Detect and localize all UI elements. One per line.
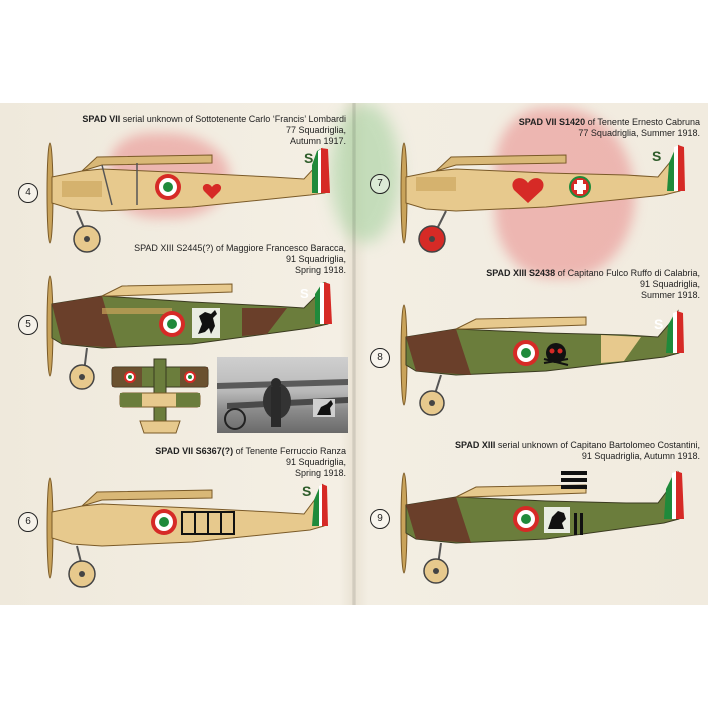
profile-number-9: 9 — [370, 509, 390, 529]
caption-4-unit: 77 Squadriglia, — [285, 125, 346, 135]
savoy-crest-icon — [570, 177, 590, 197]
caption-5-date: Spring 1918. — [294, 265, 346, 275]
historic-photograph — [217, 357, 348, 433]
caption-5-unit: 91 Squadriglia, — [285, 254, 346, 264]
profile-number-6: 6 — [18, 512, 38, 532]
aircraft-profile-8 — [396, 297, 696, 422]
photograph-aircraft-with-pilot — [217, 357, 348, 433]
caption-4-type: SPAD VII — [82, 114, 121, 124]
caption-4-date: Autumn 1917. — [289, 136, 346, 146]
fin-letter-8: S — [654, 316, 664, 332]
roundel-8 — [513, 340, 539, 366]
caption-5-pilot: SPAD XIII S2445(?) of Maggiore Francesco Baracca, — [134, 243, 346, 253]
fin-letter-7: S — [652, 148, 662, 164]
page-spine — [352, 103, 356, 605]
roundel-5 — [159, 311, 185, 337]
caption-9-unit: 91 Squadriglia, Autumn 1918. — [581, 451, 700, 461]
aircraft-profile-9 — [396, 465, 696, 590]
caption-6-unit: 91 Squadriglia, — [285, 457, 346, 467]
caption-8-type: SPAD XIII S2438 — [486, 268, 556, 278]
roundel-9 — [513, 506, 539, 532]
caption-9-type: SPAD XIII — [455, 440, 496, 450]
caption-8-pilot: of Capitano Fulco Ruffo di Calabria, — [555, 268, 700, 278]
caption-4-pilot: serial unknown of Sottotenente Carlo ‘Francis’ Lombardi — [120, 114, 346, 124]
caption-7-unit: 77 Squadriglia, Summer 1918. — [578, 128, 700, 138]
caption-7-pilot: of Tenente Ernesto Cabruna — [585, 117, 700, 127]
aircraft-profile-4 — [42, 135, 332, 260]
caption-8-unit: 91 Squadriglia, — [639, 279, 700, 289]
aircraft-profile-7 — [396, 135, 696, 260]
aircraft-top-view — [110, 359, 210, 439]
roundel-6 — [151, 509, 177, 535]
aircraft-profile-6 — [42, 470, 332, 595]
profile-number-4: 4 — [18, 183, 38, 203]
fin-letter-4: S — [304, 150, 314, 166]
tricolour-rudder — [312, 147, 330, 193]
prancing-horse-icon — [192, 308, 220, 338]
fin-letter-5: S — [300, 286, 309, 301]
caption-6-type: SPAD VII S6367(?) — [155, 446, 234, 456]
profile-number-5: 5 — [18, 315, 38, 335]
caption-6-date: Spring 1918. — [294, 468, 346, 478]
roundel-4 — [155, 174, 181, 200]
profile-number-7: 7 — [370, 174, 390, 194]
fin-letter-6: S — [302, 483, 312, 499]
caption-6-pilot: of Tenente Ferruccio Ranza — [233, 446, 346, 456]
caption-7-type: SPAD VII S1420 — [518, 117, 586, 127]
caption-8-date: Summer 1918. — [640, 290, 700, 300]
upper-wing-stripes — [561, 471, 591, 491]
griffin-icon — [544, 507, 570, 533]
caption-profile-9 — [400, 440, 700, 462]
caption-9-pilot: serial unknown of Capitano Bartolomeo Costantini, — [495, 440, 700, 450]
profile-number-8: 8 — [370, 348, 390, 368]
